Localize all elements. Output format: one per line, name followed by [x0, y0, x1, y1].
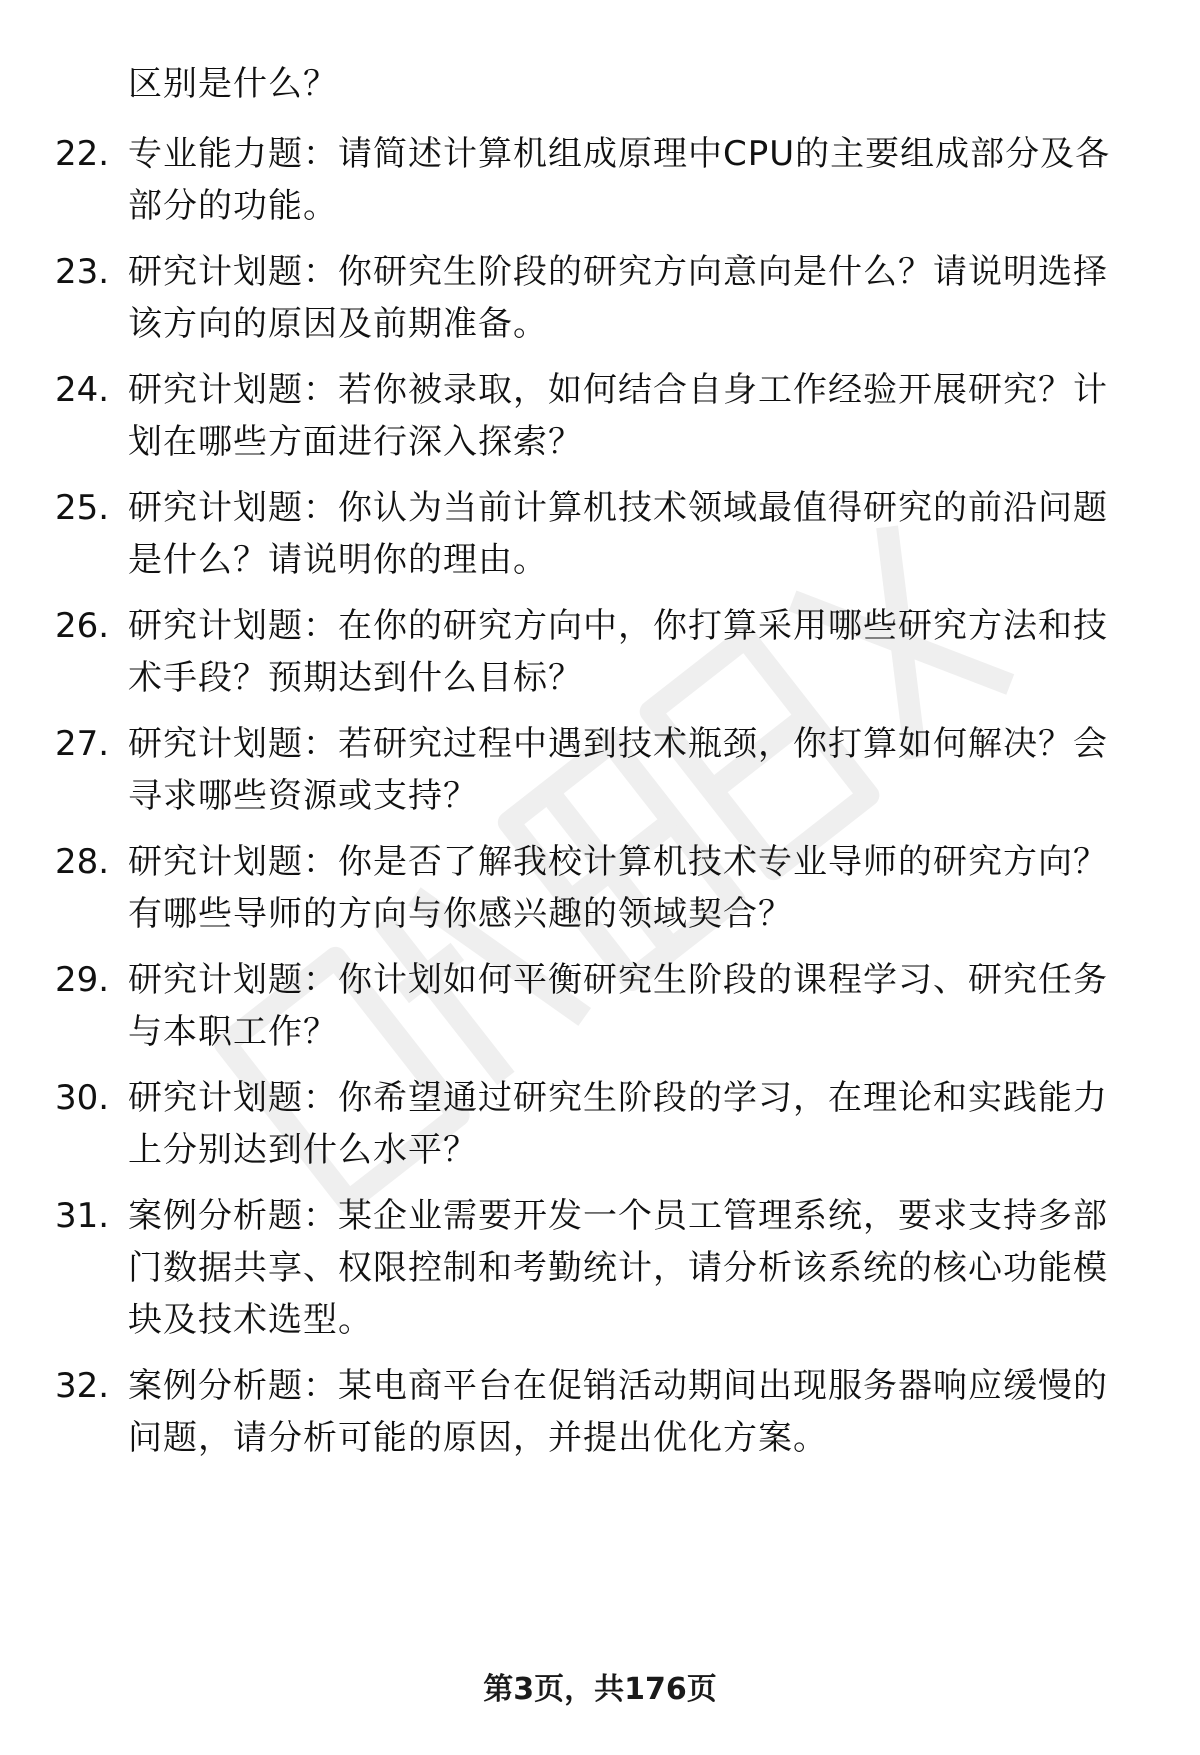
question-number: 30.: [55, 1078, 110, 1118]
question-text: 专业能力题：请简述计算机组成原理中CPU的主要组成部分及各部分的功能。: [128, 134, 1111, 226]
question-text: 案例分析题：某企业需要开发一个员工管理系统，要求支持多部门数据共享、权限控制和考勤统计，请分析该系统的核心功能模块及技术选型。: [128, 1196, 1108, 1340]
question-number: 29.: [55, 960, 110, 1000]
question-number: 23.: [55, 252, 110, 292]
question-text: 研究计划题：你计划如何平衡研究生阶段的课程学习、研究任务与本职工作？: [128, 960, 1108, 1052]
question-text: 研究计划题：在你的研究方向中，你打算采用哪些研究方法和技术手段？预期达到什么目标？: [128, 606, 1108, 698]
question-number: 26.: [55, 606, 110, 646]
question-text: 研究计划题：你是否了解我校计算机技术专业导师的研究方向？有哪些导师的方向与你感兴趣的领域契合？: [128, 842, 1108, 934]
question-number: 27.: [55, 724, 110, 764]
question-text: 研究计划题：你研究生阶段的研究方向意向是什么？请说明选择该方向的原因及前期准备。: [128, 252, 1108, 344]
question-number: 22.: [55, 134, 110, 174]
question-number: 32.: [55, 1366, 110, 1406]
question-text: 案例分析题：某电商平台在促销活动期间出现服务器响应缓慢的问题，请分析可能的原因，并提出优化方案。: [128, 1366, 1108, 1458]
question-text: 研究计划题：若研究过程中遇到技术瓶颈，你打算如何解决？会寻求哪些资源或支持？: [128, 724, 1108, 816]
question-number: 24.: [55, 370, 110, 410]
question-text: 研究计划题：若你被录取，如何结合自身工作经验开展研究？计划在哪些方面进行深入探索？: [128, 370, 1108, 462]
question-number: 25.: [55, 488, 110, 528]
page-footer: 第3页，共176页: [483, 1672, 717, 1707]
question-text: 研究计划题：你认为当前计算机技术领域最值得研究的前沿问题是什么？请说明你的理由。: [128, 488, 1108, 580]
continuation-text: 区别是什么？: [128, 64, 338, 104]
question-text: 研究计划题：你希望通过研究生阶段的学习，在理论和实践能力上分别达到什么水平？: [128, 1078, 1108, 1170]
question-number: 28.: [55, 842, 110, 882]
question-number: 31.: [55, 1196, 110, 1236]
